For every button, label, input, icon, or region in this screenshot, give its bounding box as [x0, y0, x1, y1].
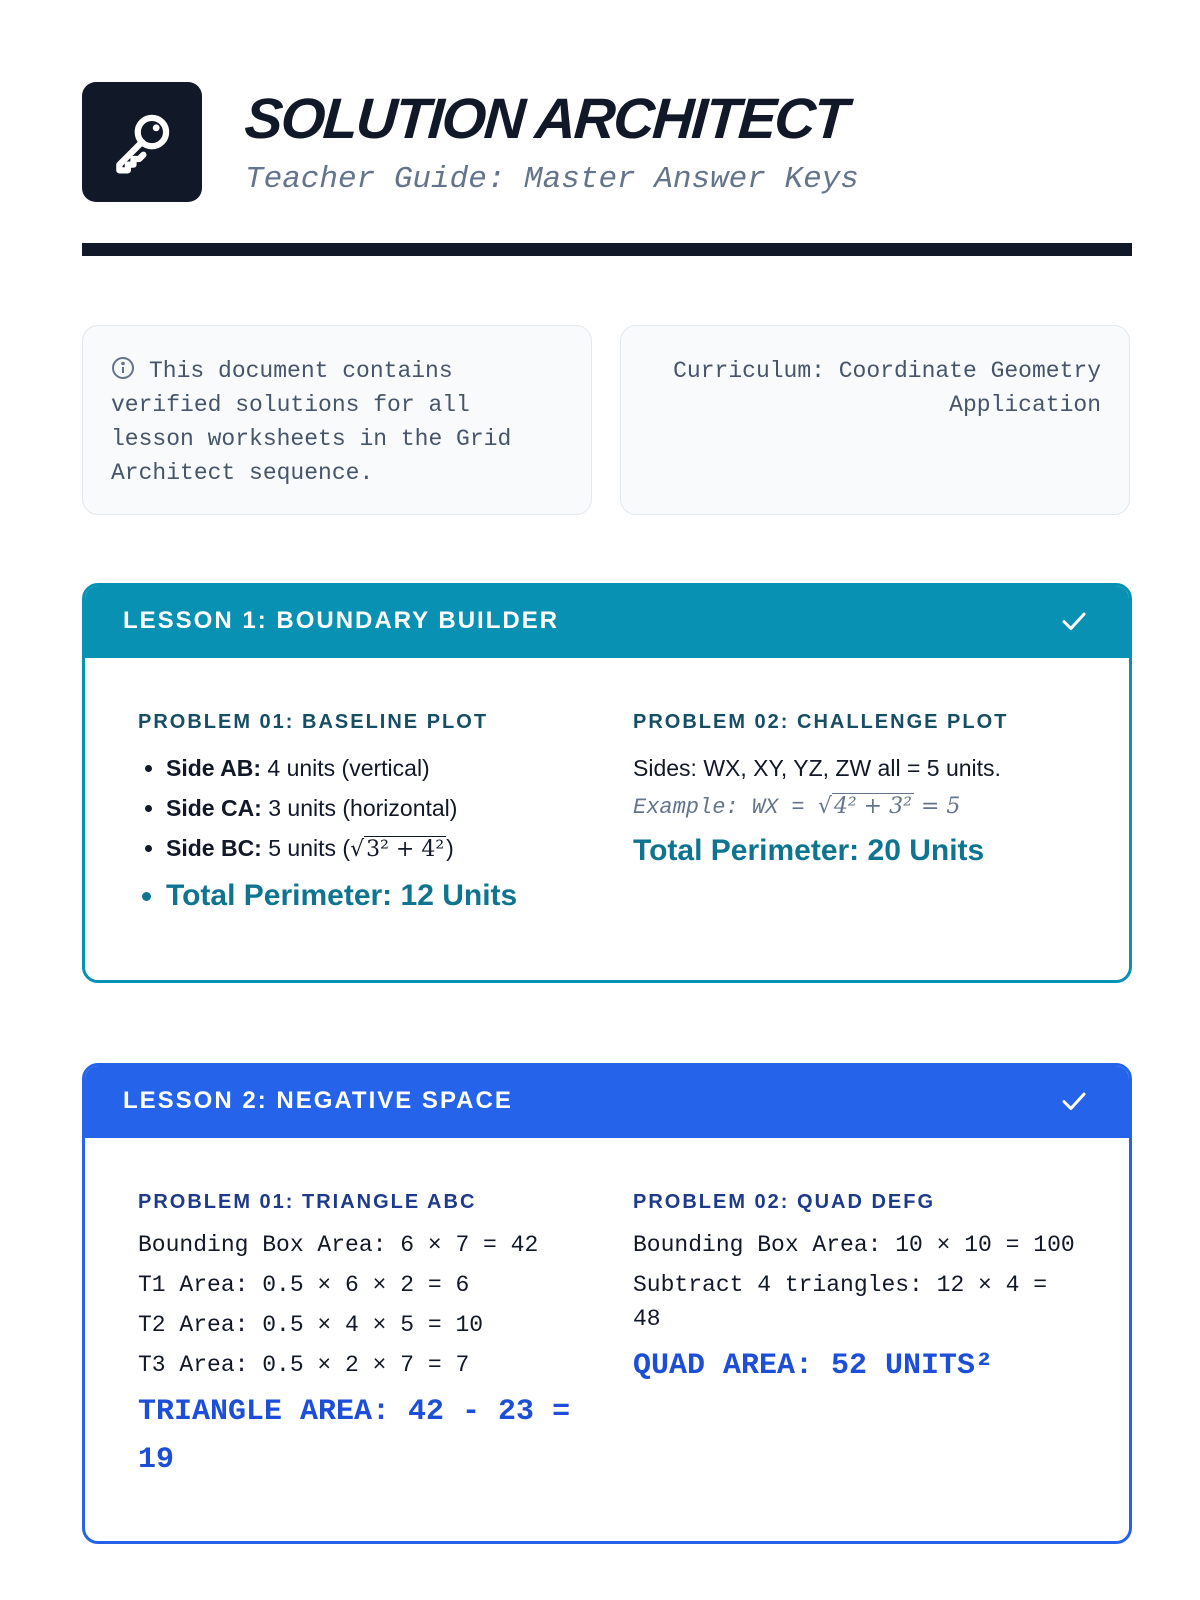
side-value: 4 units (vertical)	[267, 755, 430, 781]
side-list	[138, 748, 588, 916]
calculation-list	[138, 1228, 588, 1382]
info-note-text: This document contains verified solutions for all lesson worksheets in the Grid Architect sequence.	[111, 358, 512, 486]
side-label: Side CA:	[166, 795, 262, 821]
total-perimeter: Total Perimeter: 20 Units	[633, 834, 985, 867]
lesson-1-problem-2	[633, 711, 1083, 868]
page-title: SOLUTION ARCHITECT	[242, 87, 849, 151]
calc-row: T1 Area: 0.5 × 6 × 2 = 6	[138, 1272, 470, 1298]
calc-row: Subtract 4 triangles: 12 × 4 = 48	[633, 1272, 1048, 1332]
lesson-1-title: LESSON 1: BOUNDARY BUILDER	[123, 607, 560, 634]
quad-area-total: QUAD AREA: 52 UNITS²	[633, 1349, 994, 1383]
side-value: 5 units (	[268, 835, 351, 861]
lesson-2-header	[85, 1066, 1129, 1138]
curriculum-text: Curriculum: Coordinate Geometry Application	[673, 358, 1101, 418]
calc-row: Bounding Box Area: 10 × 10 = 100	[633, 1232, 1075, 1258]
logo	[82, 82, 202, 202]
lesson-2-title: LESSON 2: NEGATIVE SPACE	[123, 1087, 513, 1114]
info-note-card	[82, 325, 592, 515]
lesson-2-card	[82, 1063, 1132, 1544]
calc-row: Bounding Box Area: 6 × 7 = 42	[138, 1232, 539, 1258]
page-subtitle: Teacher Guide: Master Answer Keys	[245, 162, 859, 197]
total-perimeter: • Total Perimeter: 12 Units	[166, 876, 588, 916]
check-icon	[1059, 606, 1089, 636]
triangle-area-total: TRIANGLE AREA: 42 - 23 = 19	[138, 1395, 571, 1477]
lesson-2-problem-1	[138, 1191, 588, 1484]
sqrt-expression: √3² + 4²	[350, 837, 445, 862]
lesson-1-card	[82, 583, 1132, 983]
info-icon	[111, 356, 135, 380]
problem-title: PROBLEM 02: CHALLENGE PLOT	[633, 711, 1009, 733]
problem-title: PROBLEM 01: BASELINE PLOT	[138, 711, 489, 733]
lesson-2-problem-2	[633, 1191, 1083, 1390]
list-item	[166, 788, 588, 828]
sqrt-expression: √4² + 3² = 5	[817, 794, 961, 819]
calc-row: T3 Area: 0.5 × 2 × 7 = 7	[138, 1352, 470, 1378]
list-item: • Side BC: 5 units (√3² + 4²)	[166, 828, 588, 870]
sides-text: Sides: WX, XY, YZ, ZW all = 5 units.	[633, 755, 1001, 781]
problem-title: PROBLEM 01: TRIANGLE ABC	[138, 1191, 477, 1213]
key-icon	[108, 108, 176, 176]
side-label: Side AB:	[166, 755, 261, 781]
side-label: Side BC:	[166, 835, 262, 861]
lesson-1-problem-1	[138, 711, 588, 916]
example-line: Example: WX = √4² + 3² = 5	[633, 794, 961, 820]
side-value: 3 units (horizontal)	[268, 795, 458, 821]
calculation-list	[633, 1228, 1083, 1336]
list-item	[166, 748, 588, 788]
lesson-1-header	[85, 586, 1129, 658]
page-header	[82, 82, 1132, 207]
header-divider	[82, 243, 1132, 256]
curriculum-card	[620, 325, 1130, 515]
problem-title: PROBLEM 02: QUAD DEFG	[633, 1191, 936, 1213]
check-icon	[1059, 1086, 1089, 1116]
calc-row: T2 Area: 0.5 × 4 × 5 = 10	[138, 1312, 484, 1338]
